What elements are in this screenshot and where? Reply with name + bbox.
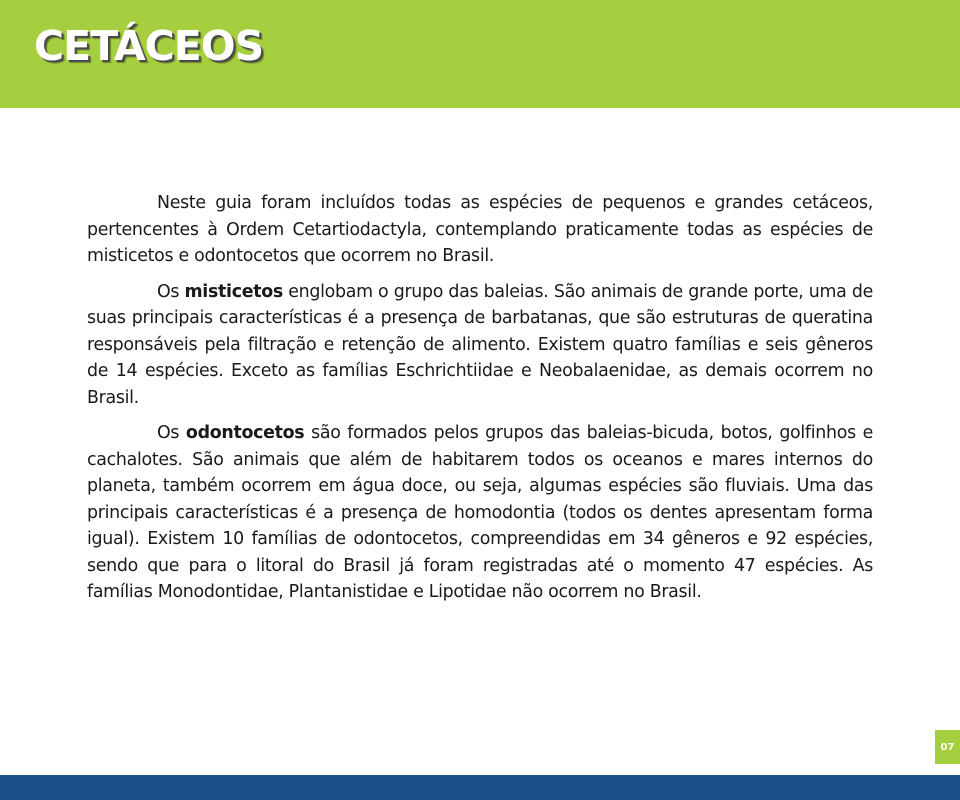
paragraph-lead: Os [157, 281, 185, 302]
term-odontocetos: odontocetos [185, 423, 305, 443]
paragraph-misticetos [87, 279, 873, 412]
body-text [87, 190, 873, 615]
page-number-badge: 07 [935, 730, 960, 764]
header-bar [0, 0, 960, 108]
paragraph-text: englobam o grupo das baleias. São animais de grande porte, uma de suas principais características é a presença de barbatanas, que são estruturas de queratina responsáveis pela filtração e retenção de alimento. Existem quatro famílias e seis gêneros de 14 espécies. Exceto as famílias Eschrichtiidae e Neobalaenidae, as demais ocorrem no Brasil. [87, 281, 873, 408]
footer-bar [0, 775, 960, 800]
paragraph-lead: Os [157, 423, 186, 443]
page-title: CETÁCEOS [34, 22, 264, 70]
paragraph-odontocetos [87, 420, 873, 606]
paragraph-text: são formados pelos grupos das baleias-bicuda, botos, golfinhos e cachalotes. São animais que além de habitarem todos os oceanos e mares internos do planeta, também ocorrem em água doce, ou seja, algumas espécies são fluviais. Uma das principais características é a presença de homodontia (todos os dentes apresentam forma igual). Existem 10 famílias de odontocetos, compreendidas em 34 gêneros e 92 espécies, sendo que para o litoral do Brasil já foram registradas até o momento 47 espécies. As famílias Monodontidae, Plantanistidae e Lipotidae não ocorrem no Brasil. [87, 423, 873, 602]
paragraph-text: Neste guia foram incluídos todas as espécies de pequenos e grandes cetáceos, pertencentes à Ordem Cetartiodactyla, contemplando praticamente todas as espécies de misticetos e odontocetos que ocorrem no Brasil. [87, 193, 873, 266]
paragraph-intro [87, 190, 873, 270]
term-misticetos: misticetos [184, 281, 283, 302]
